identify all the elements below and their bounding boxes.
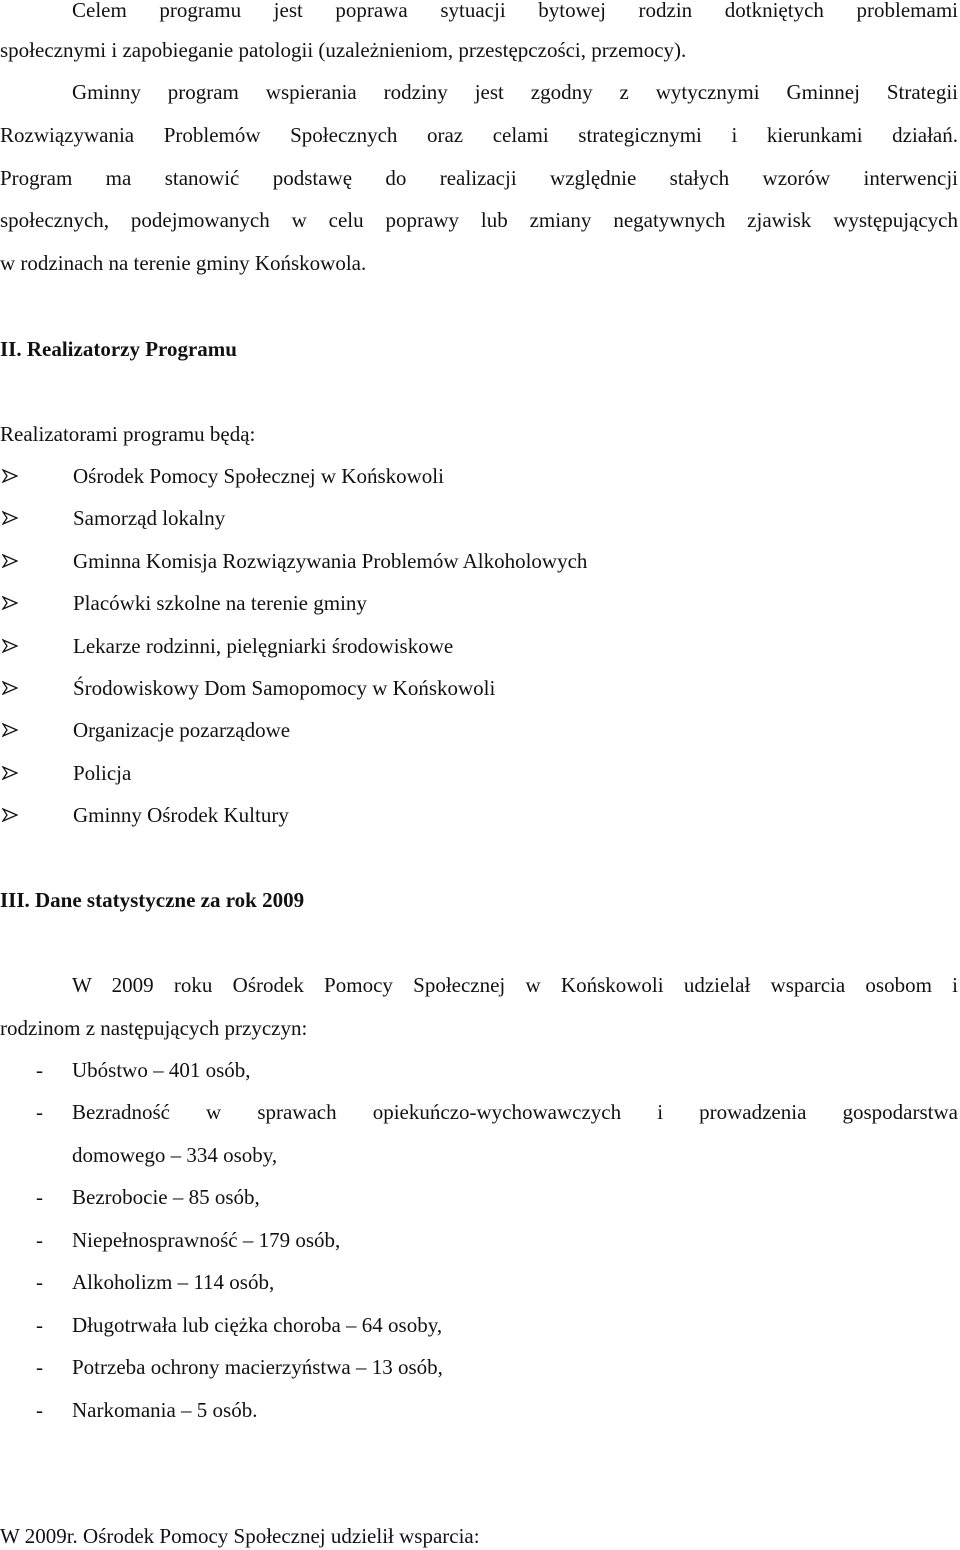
list-item-label: Placówki szkolne na terenie gminy [73, 591, 367, 615]
stat-item [0, 1268, 958, 1296]
list-item-label: Organizacje pozarządowe [73, 718, 291, 742]
stat-item [0, 1056, 958, 1084]
intro-line: Gminny program wspierania rodziny jest zgodny z wytycznymi Gminnej Strategii [72, 80, 958, 104]
arrowhead-bullet-icon [2, 723, 18, 737]
arrowhead-bullet-icon [2, 766, 18, 780]
list-item-label: Policja [73, 761, 132, 785]
stat-item [0, 1098, 958, 1126]
stat-label: Narkomania – 5 osób. [72, 1398, 258, 1422]
section-lead: W 2009 roku Ośrodek Pomocy Społecznej w Końskowoli udzielał wsparcia osobom i [72, 973, 958, 997]
stat-label: Alkoholizm – 114 osób, [72, 1270, 275, 1294]
arrowhead-bullet-icon [2, 639, 18, 653]
stat-label: Długotrwała lub ciężka choroba – 64 osoby, [72, 1313, 443, 1337]
section-lead: Realizatorami programu będą: [0, 422, 256, 446]
stat-label: domowego – 334 osoby, [72, 1143, 278, 1167]
stat-item [0, 1311, 958, 1339]
arrowhead-bullet-icon [2, 681, 18, 695]
intro-line: społecznymi i zapobieganie patologii (uzależnieniom, przestępczości, przemocy). [0, 38, 687, 62]
list-item-label: Samorząd lokalny [73, 506, 226, 530]
intro-line: w rodzinach na terenie gminy Końskowola. [0, 251, 367, 275]
list-item-label: Ośrodek Pomocy Społecznej w Końskowoli [73, 464, 444, 488]
stat-label: Bezradność w sprawach opiekuńczo-wychowawczych i prowadzenia gospodarstwa [72, 1100, 958, 1124]
intro-line: Celem programu jest poprawa sytuacji bytowej rodzin dotkniętych problemami [72, 0, 958, 22]
footer-text: W 2009r. Ośrodek Pomocy Społecznej udzielił wsparcia: [0, 1524, 480, 1548]
dash-marker: - [36, 1270, 43, 1294]
dash-marker: - [36, 1228, 43, 1252]
intro-line: Rozwiązywania Problemów Społecznych oraz celami strategicznymi i kierunkami działań. [0, 123, 958, 147]
arrowhead-bullet-icon [2, 511, 18, 525]
list-item-label: Gminna Komisja Rozwiązywania Problemów Alkoholowych [73, 549, 588, 573]
stat-label: Niepełnosprawność – 179 osób, [72, 1228, 341, 1252]
stat-item [0, 1353, 958, 1381]
dash-marker: - [36, 1185, 43, 1209]
dash-marker: - [36, 1058, 43, 1082]
arrowhead-bullet-icon [2, 469, 18, 483]
stat-item-continued [0, 1141, 958, 1169]
intro-line: społecznych, podejmowanych w celu poprawy lub zmiany negatywnych zjawisk występujących [0, 208, 958, 232]
dash-marker: - [36, 1355, 43, 1379]
list-item-label: Lekarze rodzinni, pielęgniarki środowiskowe [73, 634, 454, 658]
dash-marker: - [36, 1398, 43, 1422]
stat-item [0, 1226, 958, 1254]
stat-item [0, 1183, 958, 1211]
list-item-label: Gminny Ośrodek Kultury [73, 803, 289, 827]
stat-label: Ubóstwo – 401 osób, [72, 1058, 251, 1082]
arrowhead-bullet-icon [2, 596, 18, 610]
stat-label: Potrzeba ochrony macierzyństwa – 13 osób, [72, 1355, 443, 1379]
section-lead-continued: rodzinom z następujących przyczyn: [0, 1016, 308, 1040]
section-heading: III. Dane statystyczne za rok 2009 [0, 888, 305, 912]
dash-marker: - [36, 1100, 43, 1124]
arrowhead-bullet-icon [2, 808, 18, 822]
section-heading: II. Realizatorzy Programu [0, 337, 237, 361]
arrowhead-bullet-icon [2, 554, 18, 568]
dash-marker: - [36, 1313, 43, 1337]
list-item-label: Środowiskowy Dom Samopomocy w Końskowoli [73, 676, 496, 700]
stat-item [0, 1396, 958, 1424]
stat-label: Bezrobocie – 85 osób, [72, 1185, 260, 1209]
intro-line: Program ma stanowić podstawę do realizacji względnie stałych wzorów interwencji [0, 166, 958, 190]
